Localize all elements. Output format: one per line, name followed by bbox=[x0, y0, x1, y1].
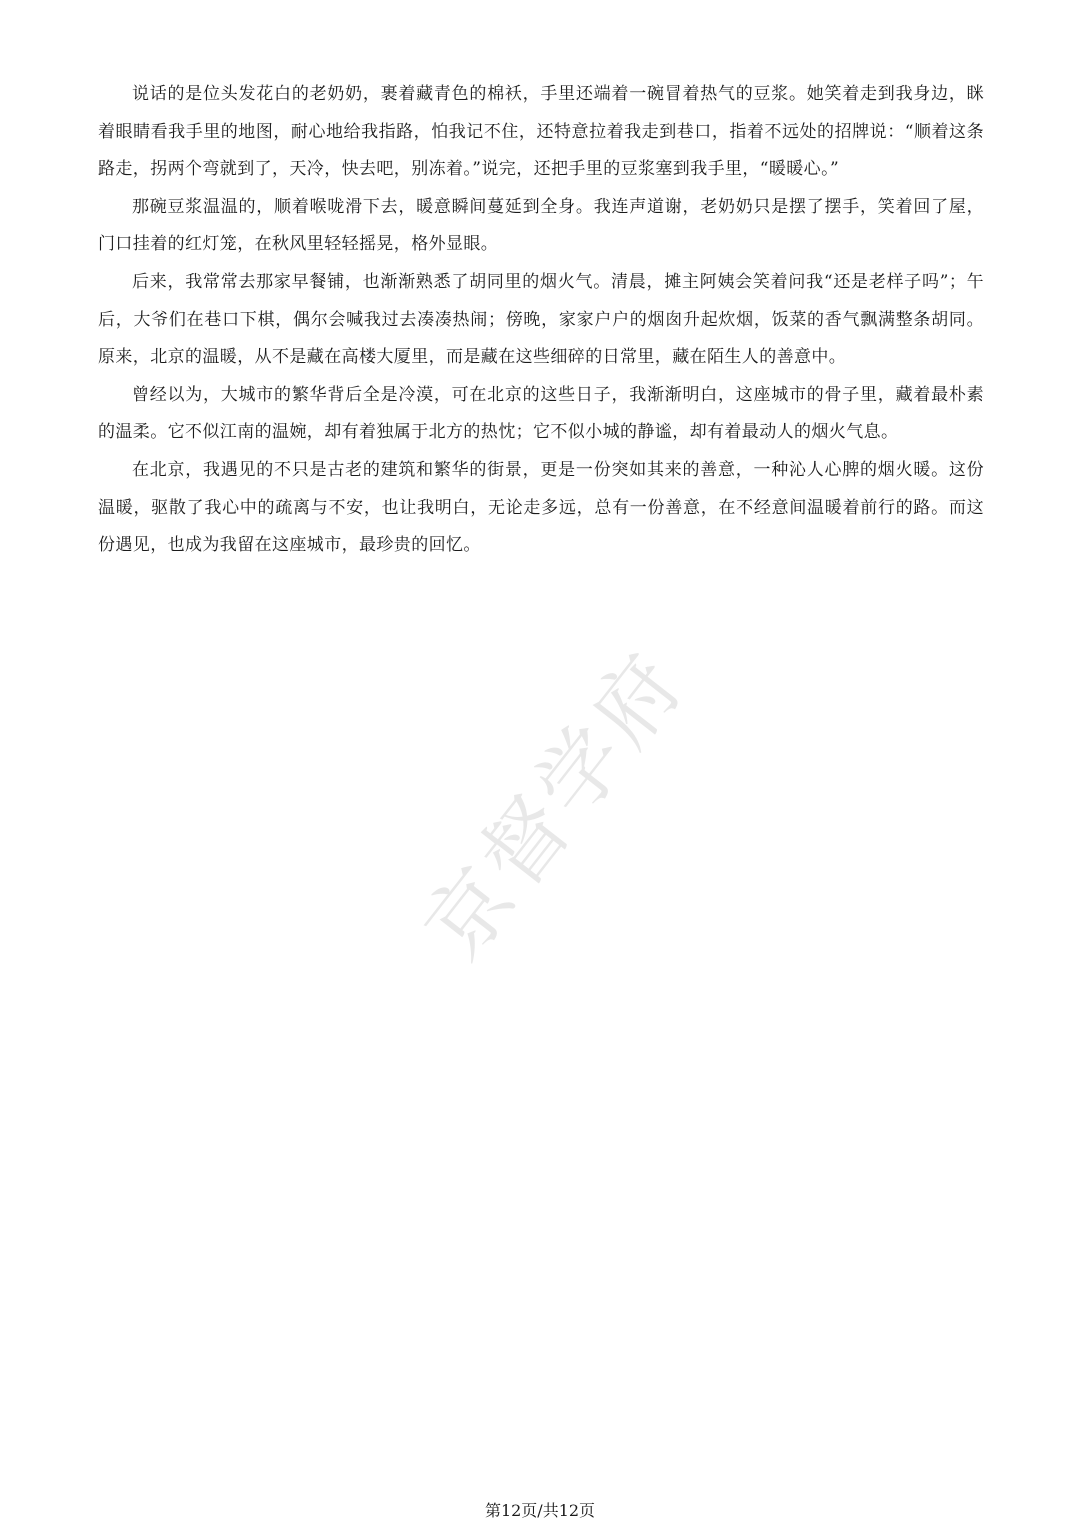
paragraph-2: 那碗豆浆温温的，顺着喉咙滑下去，暖意瞬间蔓延到全身。我连声道谢，老奶奶只是摆了摆手，笑着回了屋，门口挂着的红灯笼，在秋风里轻轻摇晃，格外显眼。 bbox=[98, 196, 984, 255]
paragraph-5: 在北京，我遇见的不只是古老的建筑和繁华的街景，更是一份突如其来的善意，一种沁人心脾的烟火暖。这份温暖，驱散了我心中的疏离与不安，也让我明白，无论走多远，总有一份善意，在不经意间温暖着前行的路。而这份遇见，也成为我留在这座城市，最珍贵的回忆。 bbox=[98, 459, 984, 556]
paragraph-1: 说话的是位头发花白的老奶奶，裹着藏青色的棉袄，手里还端着一碗冒着热气的豆浆。她笑着走到我身边，眯着眼睛看我手里的地图，耐心地给我指路，怕我记不住，还特意拉着我走到巷口，指着不远处的招牌说：“顺着这条路走，拐两个弯就到了，天冷，快去吧，别冻着。”说完，还把手里的豆浆塞到我手里，“暖暖心。” bbox=[98, 84, 984, 180]
document-body bbox=[98, 76, 984, 565]
watermark: 京督学府 bbox=[405, 632, 705, 977]
paragraph-4: 曾经以为，大城市的繁华背后全是冷漠，可在北京的这些日子，我渐渐明白，这座城市的骨子里，藏着最朴素的温柔。它不似江南的温婉，却有着独属于北方的热忱；它不似小城的静谧，却有着最动人的烟火气息。 bbox=[98, 384, 984, 443]
paragraph-3: 后来，我常常去那家早餐铺，也渐渐熟悉了胡同里的烟火气。清晨，摊主阿姨会笑着问我“还是老样子吗”；午后，大爷们在巷口下棋，偶尔会喊我过去凑凑热闹；傍晚，家家户户的烟囱升起炊烟，饭菜的香气飘满整条胡同。原来，北京的温暖，从不是藏在高楼大厦里，而是藏在这些细碎的日常里，藏在陌生人的善意中。 bbox=[98, 271, 984, 368]
page-footer: 第12页/共12页 bbox=[484, 1501, 596, 1520]
